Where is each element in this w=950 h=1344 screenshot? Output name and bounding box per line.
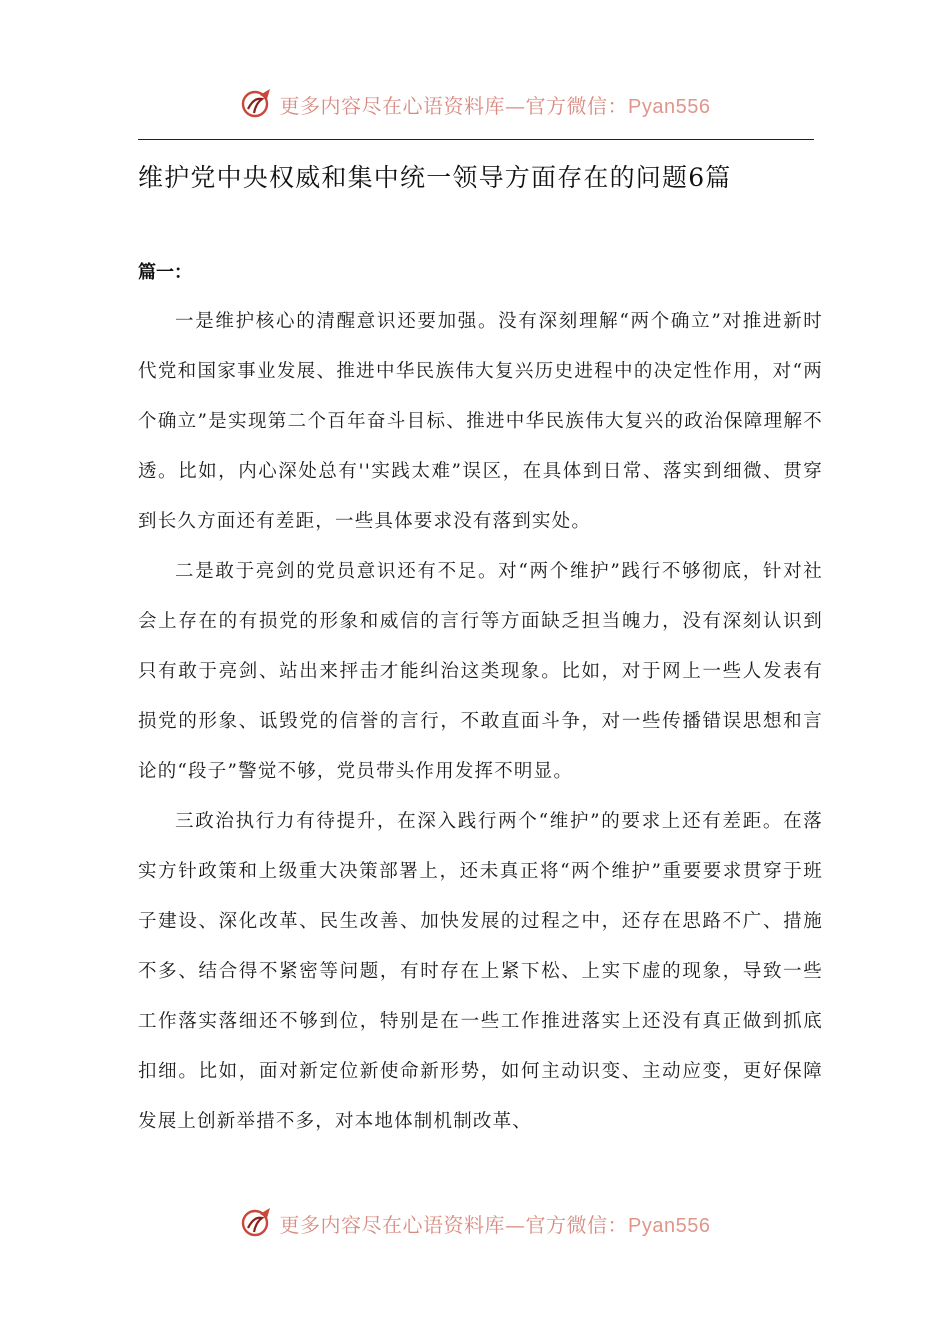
pen-swirl-logo-icon <box>240 1206 274 1240</box>
wechat-id: Pyan556 <box>628 95 711 118</box>
section-label: 篇一： <box>138 262 192 283</box>
header-watermark-banner <box>0 84 950 124</box>
document-body <box>138 297 823 1147</box>
paragraph-3: 三政治执行力有待提升，在深入践行两个“维护”的要求上还有差距。在落实方针政策和上级重大决策部署上，还未真正将“两个维护”重要要求贯穿于班子建设、深化改革、民生改善、加快发展的过程之中，还存在思路不广、措施不多、结合得不紧密等问题，有时存在上紧下松、上实下虚的现象，导致一些工作落实落细还不够到位，特别是在一些工作推进落实上还没有真正做到抓底扣细。比如，面对新定位新使命新形势，如何主动识变、主动应变，更好保障发展上创新举措不多，对本地体制机制改革、 <box>138 811 823 1132</box>
paragraph-1: 一是维护核心的清醒意识还要加强。没有深刻理解“两个确立”对推进新时代党和国家事业发展、推进中华民族伟大复兴历史进程中的决定性作用，对“两个确立”是实现第二个百年奋斗目标、推进中华民族伟大复兴的政治保障理解不透。比如，内心深处总有''实践太难”误区，在具体到日常、落实到细微、贯穿到长久方面还有差距，一些具体要求没有落到实处。 <box>138 311 823 532</box>
footer-watermark-text: 更多内容尽在心语资料库—官方微信：Pyan556 <box>279 1212 711 1237</box>
header-divider <box>138 139 814 140</box>
paragraph-2: 二是敢于亮剑的党员意识还有不足。对“两个维护”践行不够彻底，针对社会上存在的有损党的形象和威信的言行等方面缺乏担当魄力，没有深刻认识到只有敢于亮剑、站出来抨击才能纠治这类现象。比如，对于网上一些人发表有损党的形象、诋毁党的信誉的言行，不敢直面斗争，对一些传播错误思想和言论的“段子”警觉不够，党员带头作用发挥不明显。 <box>138 561 823 782</box>
wechat-id: Pyan556 <box>628 1214 711 1237</box>
pen-swirl-logo-icon <box>240 87 274 121</box>
footer-watermark-banner <box>0 1203 950 1243</box>
document-title: 维护党中央权威和集中统一领导方面存在的问题6篇 <box>138 163 732 192</box>
header-watermark-text: 更多内容尽在心语资料库—官方微信：Pyan556 <box>279 93 711 118</box>
